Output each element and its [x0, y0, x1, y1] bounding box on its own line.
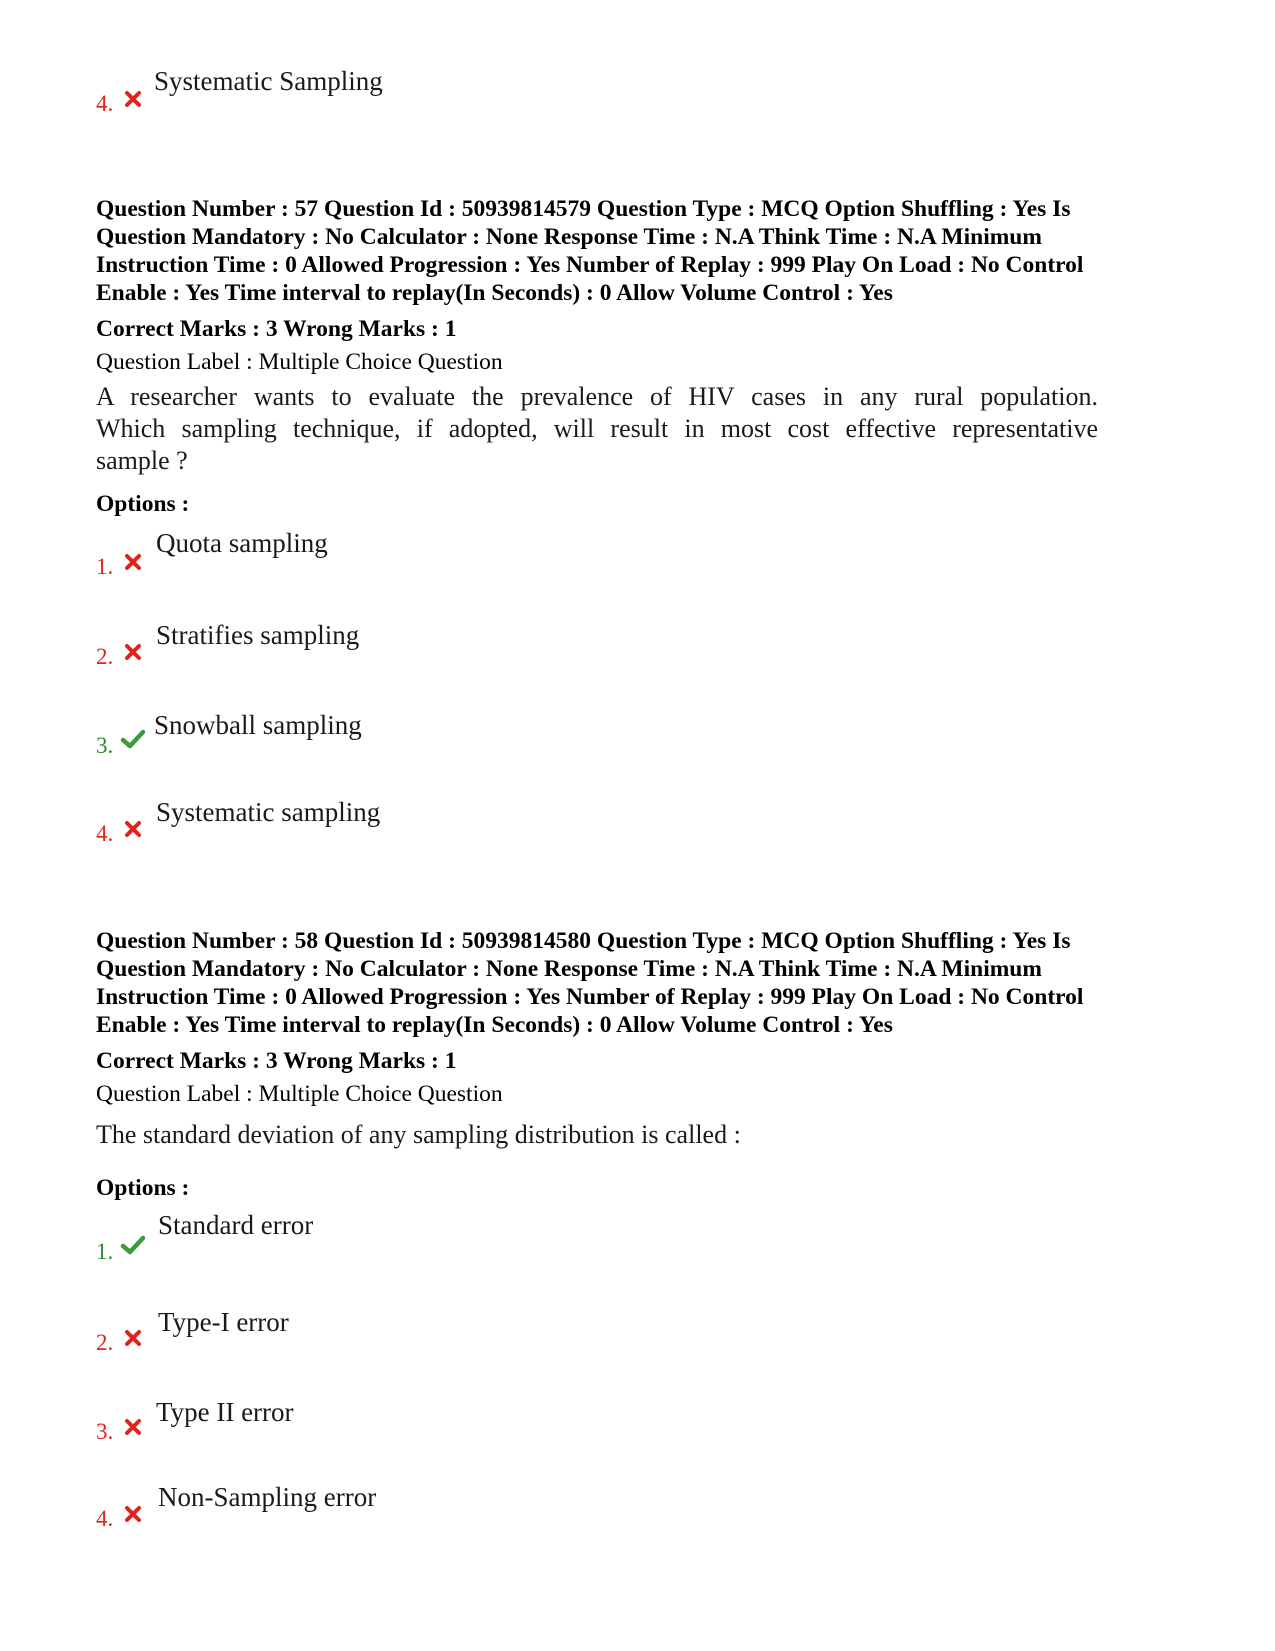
- options-heading: Options :: [96, 491, 190, 517]
- option-text: Non-Sampling error: [158, 1482, 377, 1512]
- stem-line: A researcher wants to evaluate the prevalence of HIV cases in any rural population.: [96, 382, 1098, 411]
- option-number: 4.: [96, 1506, 114, 1531]
- option-text: Standard error: [158, 1210, 314, 1240]
- option-text: Type-I error: [158, 1307, 289, 1337]
- option-text: Quota sampling: [156, 528, 328, 558]
- question-label: Question Label : Multiple Choice Question: [96, 1081, 503, 1107]
- option-number: 2.: [96, 644, 114, 669]
- metadata-line: Question Mandatory : No Calculator : None Response Time : N.A Think Time : N.A Minimum: [96, 224, 1042, 250]
- cross-icon: [122, 1416, 144, 1438]
- options-heading: Options :: [96, 1175, 190, 1201]
- metadata-line: Enable : Yes Time interval to replay(In Seconds) : 0 Allow Volume Control : Yes: [96, 1012, 893, 1038]
- option-number: 1.: [96, 1239, 114, 1264]
- stem-line: The standard deviation of any sampling distribution is called :: [96, 1120, 741, 1149]
- check-icon: [120, 1234, 146, 1256]
- metadata-line: Enable : Yes Time interval to replay(In Seconds) : 0 Allow Volume Control : Yes: [96, 280, 893, 306]
- option-text: Systematic sampling: [156, 797, 381, 827]
- option-number: 1.: [96, 554, 114, 579]
- question-stem: [96, 381, 1098, 477]
- option-text: Systematic Sampling: [154, 66, 383, 96]
- cross-icon: [122, 1503, 144, 1525]
- option-number: 4.: [96, 91, 114, 116]
- marks-info: Correct Marks : 3 Wrong Marks : 1: [96, 1048, 457, 1074]
- metadata-line: Question Mandatory : No Calculator : None Response Time : N.A Think Time : N.A Minimum: [96, 956, 1042, 982]
- question-stem: [96, 1119, 741, 1151]
- stem-line: Which sampling technique, if adopted, will result in most cost effective representative: [96, 414, 1098, 443]
- cross-icon: [122, 818, 144, 840]
- metadata-line: Instruction Time : 0 Allowed Progression : Yes Number of Replay : 999 Play On Load : No Control: [96, 252, 1084, 278]
- cross-icon: [122, 88, 144, 110]
- cross-icon: [122, 1327, 144, 1349]
- option-text: Type II error: [156, 1397, 294, 1427]
- option-number: 4.: [96, 821, 114, 846]
- option-number: 2.: [96, 1330, 114, 1355]
- option-text: Snowball sampling: [154, 710, 362, 740]
- cross-icon: [122, 551, 144, 573]
- metadata-line: Question Number : 57 Question Id : 50939814579 Question Type : MCQ Option Shuffling : Yes Is: [96, 196, 1071, 222]
- question-label: Question Label : Multiple Choice Question: [96, 349, 503, 375]
- stem-line: sample ?: [96, 446, 188, 475]
- metadata-line: Instruction Time : 0 Allowed Progression : Yes Number of Replay : 999 Play On Load : No Control: [96, 984, 1084, 1010]
- option-number: 3.: [96, 1419, 114, 1444]
- check-icon: [120, 728, 146, 750]
- question-metadata: [96, 927, 1196, 1039]
- marks-info: Correct Marks : 3 Wrong Marks : 1: [96, 316, 457, 342]
- question-metadata: [96, 195, 1196, 307]
- cross-icon: [122, 641, 144, 663]
- option-number: 3.: [96, 733, 114, 758]
- option-text: Stratifies sampling: [156, 620, 360, 650]
- metadata-line: Question Number : 58 Question Id : 50939814580 Question Type : MCQ Option Shuffling : Yes Is: [96, 928, 1071, 954]
